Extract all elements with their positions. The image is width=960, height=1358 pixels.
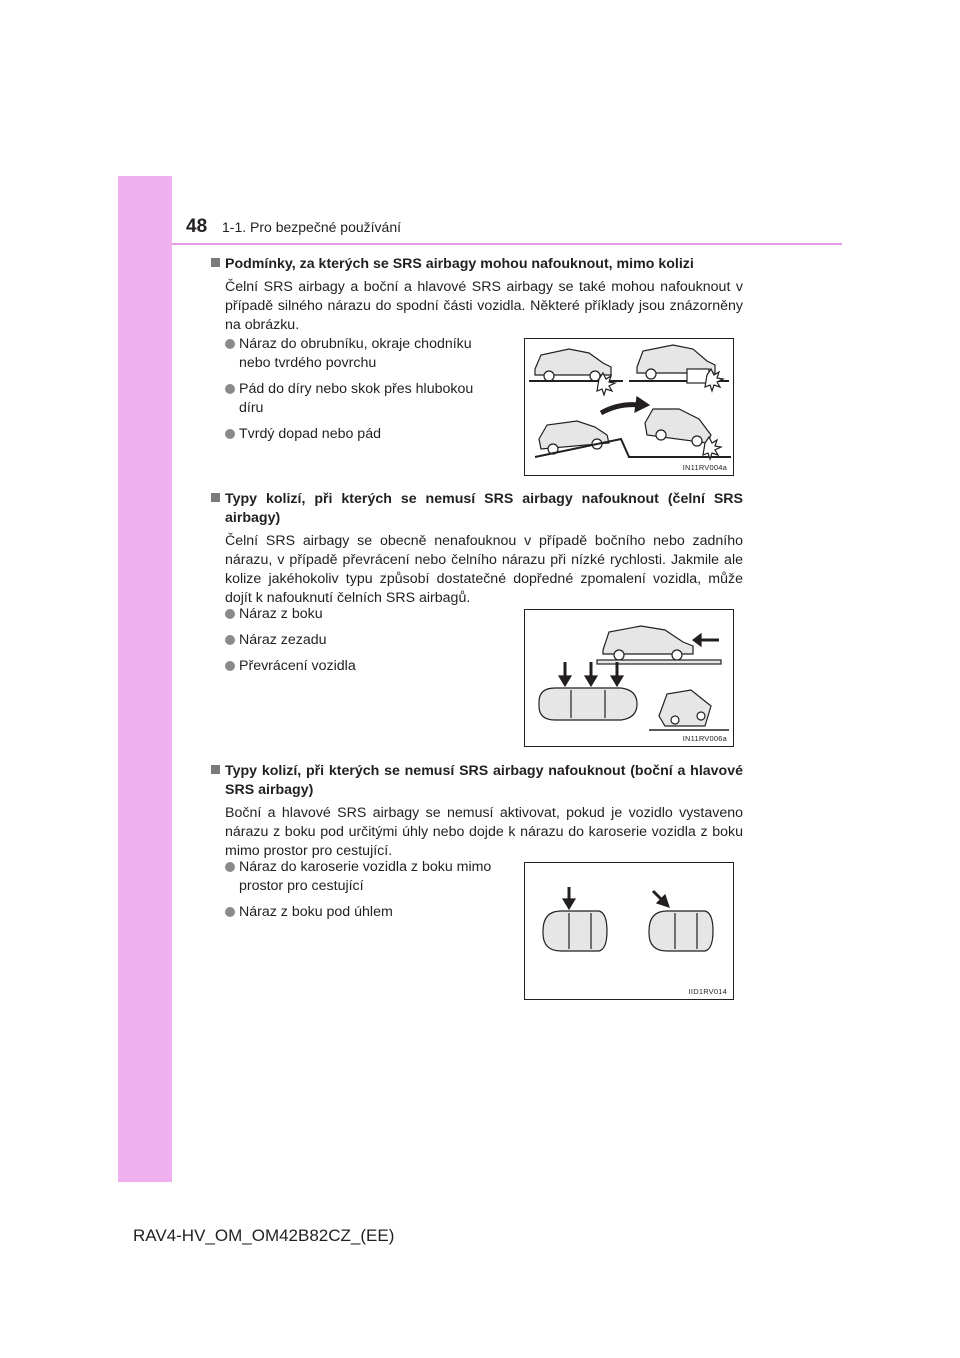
section-1-bullets — [225, 335, 500, 451]
document-code-footer: RAV4-HV_OM_OM42B82CZ_(EE) — [133, 1226, 395, 1245]
section-1 — [211, 255, 743, 335]
circle-bullet-icon — [225, 907, 235, 917]
section-2 — [211, 490, 743, 608]
page-number: 48 — [186, 216, 208, 237]
figure-side-rear-rollover — [524, 609, 734, 747]
figure-side-angle-impact — [524, 862, 734, 1000]
list-item: Náraz do obrubníku, okraje chodníku nebo tvrdého povrchu — [225, 335, 500, 373]
circle-bullet-icon — [225, 339, 235, 349]
collision-types-illustration — [525, 610, 733, 746]
section-3-paragraph: Boční a hlavové SRS airbagy se nemusí aktivovat, pokud je vozidlo vystaveno nárazu z boku pod určitými úhly nebo dojde k nárazu do karoserie vozidla z boku mimo prostor pro cestující. — [225, 805, 743, 859]
circle-bullet-icon — [225, 609, 235, 619]
section-title: 1-1. Pro bezpečné používání — [222, 219, 402, 235]
section-2-paragraph: Čelní SRS airbagy se obecně nenafouknou v případě bočního nebo zadního nárazu, v případě převrácení nebo čelního nárazu při nízké rychlosti. Jakmile ale kolize jakéhokoliv typu způsobí dostatečné dopředné zpomalení vozidla, může dojít k nafouknutí čelních SRS airbagů. — [225, 533, 743, 606]
circle-bullet-icon — [225, 429, 235, 439]
list-item: Převrácení vozidla — [225, 657, 500, 676]
section-1-paragraph: Čelní SRS airbagy a boční a hlavové SRS airbagy se také mohou nafouknout v případě silného nárazu do spodní části vozidla. Některé příklady jsou znázorněny na obrázku. — [225, 279, 743, 333]
circle-bullet-icon — [225, 661, 235, 671]
list-item: Tvrdý dopad nebo pád — [225, 425, 500, 444]
figure-code: IN11RV006a — [682, 734, 727, 743]
circle-bullet-icon — [225, 635, 235, 645]
square-bullet-icon — [211, 765, 220, 774]
figure-code: IN11RV004a — [682, 463, 727, 472]
square-bullet-icon — [211, 493, 220, 502]
section-3-heading: Typy kolizí, při kterých se nemusí SRS airbagy nafouknout (boční a hlavové SRS airbagy) — [211, 762, 743, 800]
circle-bullet-icon — [225, 862, 235, 872]
figure-curb-and-pothole-impact — [524, 338, 734, 476]
section-3-bullets — [225, 858, 500, 929]
square-bullet-icon — [211, 258, 220, 267]
list-item: Náraz z boku — [225, 605, 500, 624]
section-2-heading: Typy kolizí, při kterých se nemusí SRS airbagy nafouknout (čelní SRS airbagy) — [211, 490, 743, 528]
car-impact-illustration — [525, 339, 733, 475]
header-rule — [172, 243, 842, 245]
section-1-heading: Podmínky, za kterých se SRS airbagy mohou nafouknout, mimo kolizi — [211, 255, 743, 274]
section-2-bullets — [225, 605, 500, 683]
list-item: Náraz do karoserie vozidla z boku mimo prostor pro cestující — [225, 858, 500, 896]
side-impact-illustration — [525, 863, 733, 999]
chapter-side-strip — [118, 176, 172, 1182]
list-item: Pád do díry nebo skok přes hlubokou díru — [225, 380, 500, 418]
circle-bullet-icon — [225, 384, 235, 394]
list-item: Náraz z boku pod úhlem — [225, 903, 500, 922]
section-3 — [211, 762, 743, 861]
list-item: Náraz zezadu — [225, 631, 500, 650]
figure-code: IID1RV014 — [688, 987, 727, 996]
